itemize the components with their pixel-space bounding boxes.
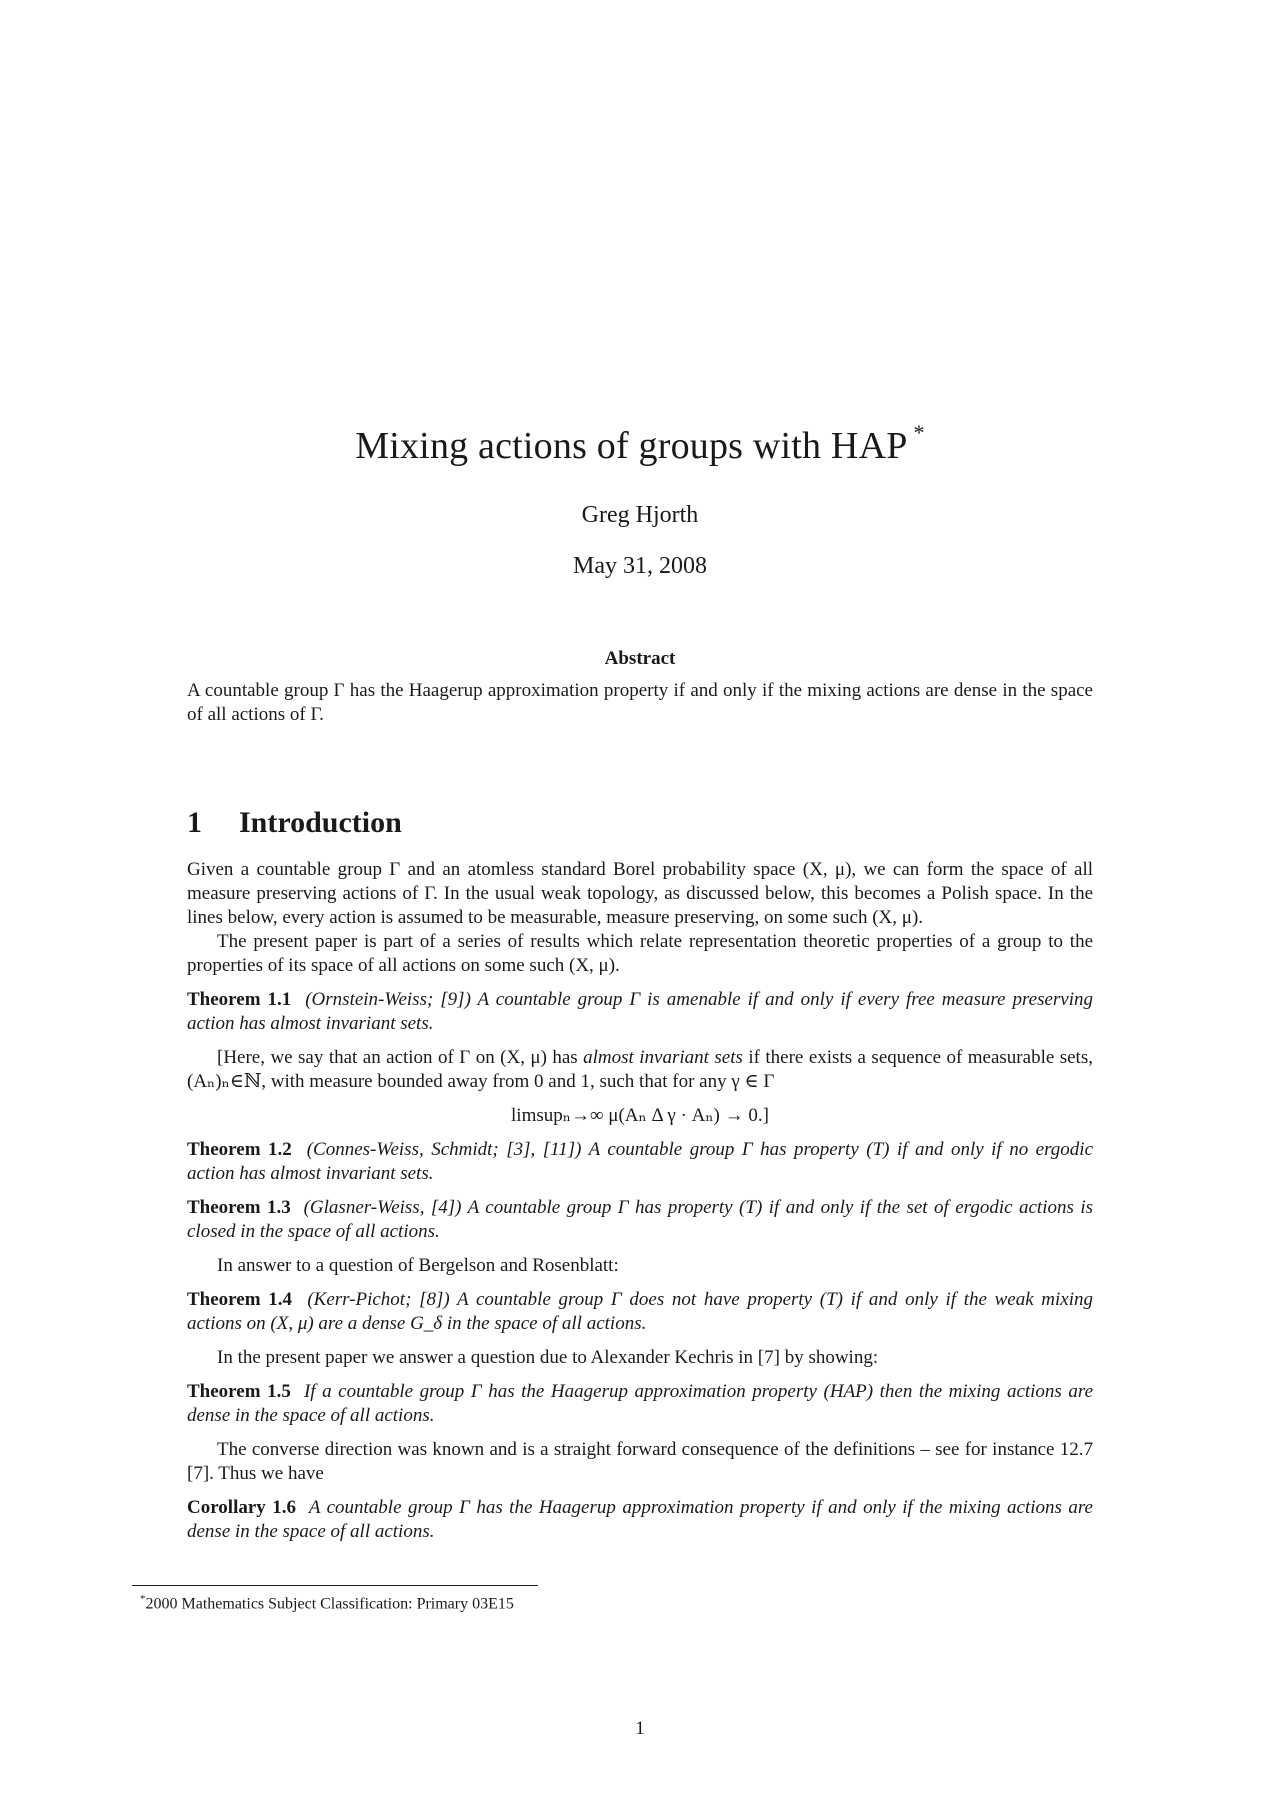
- theorem-1-2: [187, 1138, 1093, 1186]
- paragraph: The converse direction was known and is a straight forward consequence of the definitions – see for instance 12.7 [7]. Thus we have: [187, 1439, 1093, 1484]
- author: Greg Hjorth: [581, 502, 699, 528]
- theorem-1-4: [187, 1288, 1093, 1336]
- definition-text-start: [Here, we say that an action of Γ on (X, μ) has: [217, 1047, 584, 1068]
- theorem-label: Theorem 1.3: [187, 1197, 291, 1218]
- definition-paragraph: [187, 1046, 1093, 1094]
- theorem-statement: If a countable group Γ has the Haagerup approximation property (HAP) then the mixing actions are dense in the space of all actions.: [187, 1381, 1093, 1426]
- theorem-label: Theorem 1.1: [187, 989, 292, 1010]
- theorem-1-1: [187, 988, 1093, 1036]
- title-text: Mixing actions of groups with HAP: [355, 425, 908, 467]
- title-footnote-mark: *: [913, 420, 925, 446]
- theorem-statement: (Connes-Weiss, Schmidt; [3], [11]) A countable group Γ has property (T) if and only if no ergodic action has almost invariant sets.: [187, 1139, 1094, 1184]
- definition-text-end: if there exists a sequence of measurable sets, (Aₙ)ₙ∈ℕ, with measure bounded away from 0 and 1, such that for any γ ∈ Γ: [187, 1047, 1093, 1092]
- theorem-label: Theorem 1.5: [187, 1381, 291, 1402]
- footnote-divider: [132, 1585, 538, 1586]
- theorem-statement: (Kerr-Pichot; [8]) A countable group Γ does not have property (T) if and only if the weak mixing actions on (X, μ) are a dense G_δ in the space of all actions.: [187, 1289, 1094, 1334]
- corollary-label: Corollary 1.6: [187, 1497, 296, 1518]
- paragraph: Given a countable group Γ and an atomless standard Borel probability space (X, μ), we can form the space of all measure preserving actions of Γ. In the usual weak topology, as discussed below, this becomes a Polish space. In the lines below, every action is assumed to be measurable, measure preserving, on some such (X, μ).: [187, 859, 1093, 928]
- corollary-1-6: [187, 1496, 1093, 1544]
- paragraph: In the present paper we answer a question due to Alexander Kechris in [7] by showing:: [217, 1347, 879, 1368]
- display-formula: limsupₙ→∞ μ(Aₙ Δ γ · Aₙ) → 0.]: [511, 1105, 769, 1126]
- footnote-mark: *: [140, 1593, 146, 1605]
- section-heading: [187, 806, 402, 840]
- paragraph: In answer to a question of Bergelson and Rosenblatt:: [217, 1255, 619, 1276]
- definition-term: almost invariant sets: [583, 1047, 743, 1068]
- theorem-1-3: [187, 1196, 1093, 1244]
- footnote-text: 2000 Mathematics Subject Classification: Primary 03E15: [145, 1595, 514, 1613]
- theorem-label: Theorem 1.4: [187, 1289, 292, 1310]
- abstract-text: A countable group Γ has the Haagerup approximation property if and only if the mixing actions are dense in the space of all actions of Γ.: [187, 680, 1093, 725]
- theorem-label: Theorem 1.2: [187, 1139, 292, 1160]
- theorem-1-5: [187, 1380, 1093, 1428]
- theorem-statement: (Ornstein-Weiss; [9]) A countable group Γ is amenable if and only if every free measure preserving action has almost invariant sets.: [187, 989, 1094, 1034]
- date: May 31, 2008: [573, 553, 707, 579]
- abstract-heading: Abstract: [604, 648, 676, 669]
- section-title: Introduction: [239, 806, 402, 839]
- corollary-statement: A countable group Γ has the Haagerup approximation property if and only if the mixing actions are dense in the space of all actions.: [187, 1497, 1093, 1542]
- theorem-statement: (Glasner-Weiss, [4]) A countable group Γ has property (T) if and only if the set of ergodic actions is closed in the space of all actions.: [187, 1197, 1093, 1242]
- paragraph: The present paper is part of a series of results which relate representation theoretic properties of a group to the properties of its space of all actions on some such (X, μ).: [187, 931, 1093, 976]
- paper-title: [0, 420, 1280, 468]
- footnote: [140, 1593, 514, 1613]
- section-number: 1: [187, 806, 202, 839]
- section-body: [187, 858, 1093, 1544]
- page-number: 1: [635, 1718, 645, 1739]
